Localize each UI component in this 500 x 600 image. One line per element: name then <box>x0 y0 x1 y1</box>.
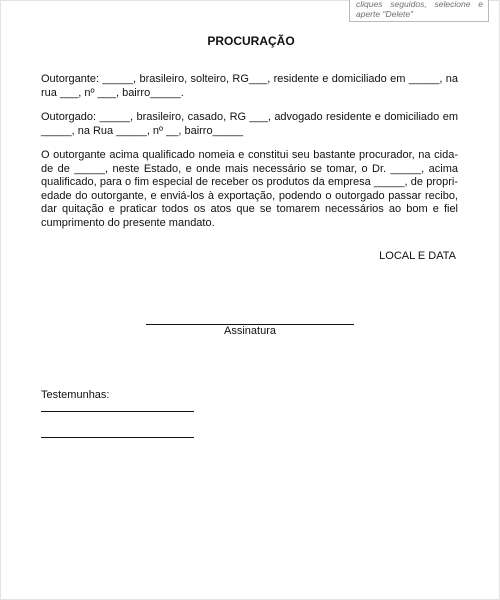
instruction-text: cliques seguidos, selecione e aperte "Delete" <box>356 0 483 19</box>
grantee-paragraph: Outorgado: _____, brasileiro, casado, RG ___, advogado residente e domiciliado em _____, na Rua _____, nº __, bairro_____ <box>41 111 458 137</box>
witness-line-2 <box>41 437 194 438</box>
instruction-tooltip <box>349 0 489 22</box>
grantor-paragraph: Outorgante: _____, brasileiro, solteiro, RG___, residente e domiciliado em _____, na rua ___, nº ___, bairro_____. <box>41 73 458 99</box>
local-and-date: LOCAL E DATA <box>379 250 456 262</box>
signature-label: Assinatura <box>224 325 276 337</box>
witnesses-label: Testemunhas: <box>41 389 110 401</box>
mandate-paragraph: O outorgante acima qualificado nomeia e constitui seu bastante procurador, na cida-de de _____, neste Estado, e onde mais necessário se tomar, o Dr. _____, acima qualificado, para o fim especial de receber os produtos da empresa _____, de propri-edade do outorgante, e enviá-los à exportação, podendo o outorgado passar recibo, dar quitação e praticar todos os atos que se tomarem necessários ao bom e fiel cumprimento do presente mandato. <box>41 149 458 229</box>
document-title: PROCURAÇÃO <box>207 34 295 48</box>
witness-line-1 <box>41 411 194 412</box>
